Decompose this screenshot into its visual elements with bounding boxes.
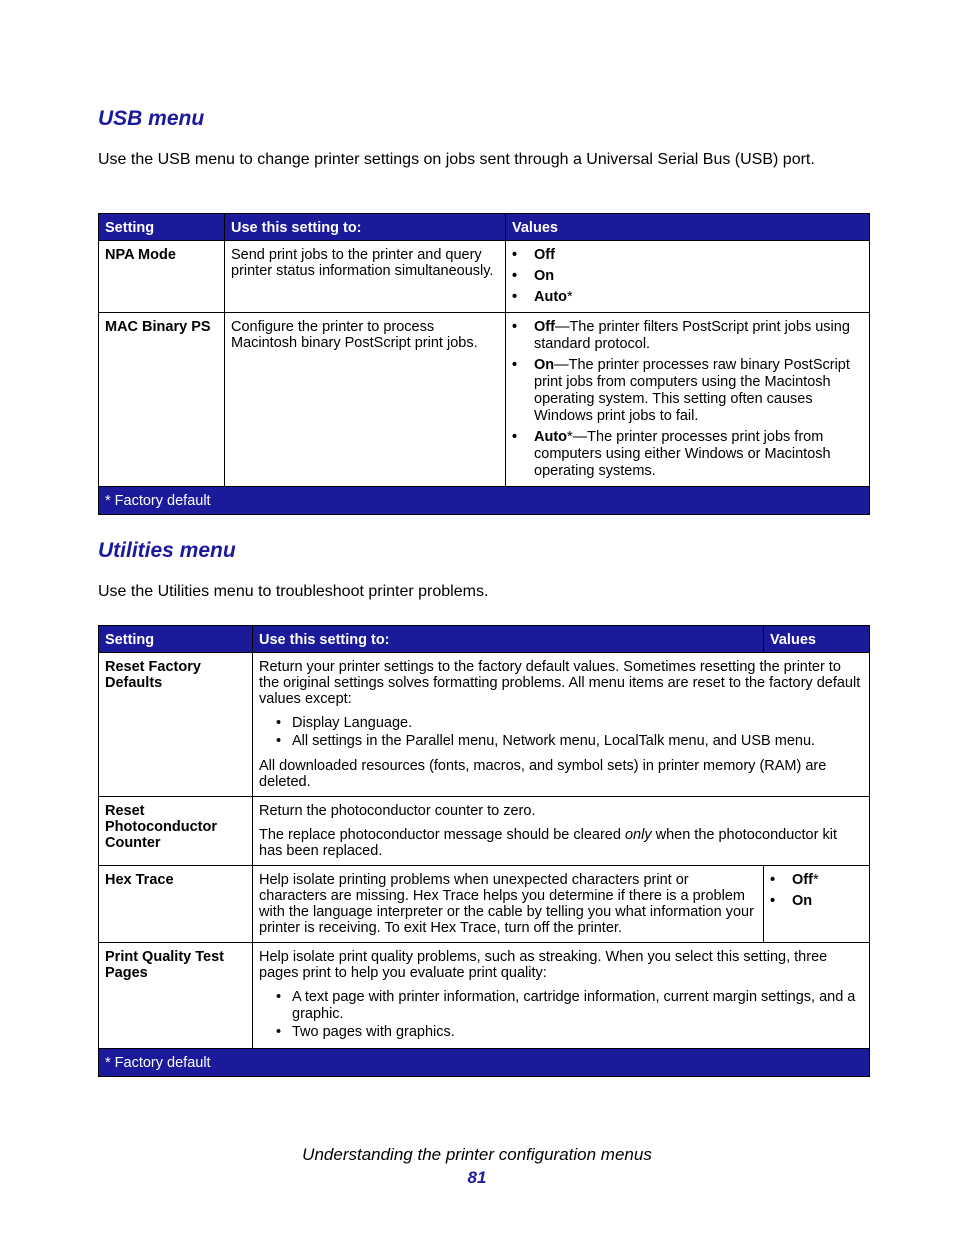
table-row bbox=[99, 653, 870, 797]
page-list bbox=[259, 989, 863, 1041]
list-item: • Two pages with graphics. bbox=[276, 1024, 455, 1040]
usb-menu-intro: Use the USB menu to change printer settings on jobs sent through a Universal Serial Bus (USB) port. bbox=[98, 151, 815, 168]
utilities-menu-heading: Utilities menu bbox=[98, 539, 236, 562]
list-item: • A text page with printer information, cartridge information, current margin settings, and a graphic. bbox=[276, 989, 856, 1022]
setting-description: Send print jobs to the printer and query printer status information simultaneously. bbox=[225, 241, 506, 313]
list-item: • Display Language. bbox=[276, 715, 413, 731]
value-item: • Auto*—The printer processes print jobs from computers using either Windows or Macintosh operating systems. bbox=[512, 429, 831, 479]
usb-menu-heading: USB menu bbox=[98, 107, 205, 130]
bullet-icon: • bbox=[512, 247, 518, 263]
table-row bbox=[99, 797, 870, 866]
value-item: • Off—The printer filters PostScript print jobs using standard protocol. bbox=[512, 319, 850, 352]
setting-description: Help isolate printing problems when unexpected characters print or characters are missing. Hex Trace helps you determine if there is a problem with the language interpreter or the cable by telling you what information your printer is receiving. To exit Hex Trace, turn off the printer. bbox=[253, 866, 764, 943]
bullet-icon: • bbox=[512, 319, 518, 335]
bullet-icon: • bbox=[770, 872, 776, 888]
utilities-menu-intro: Use the Utilities menu to troubleshoot printer problems. bbox=[98, 583, 489, 600]
bullet-icon: • bbox=[770, 893, 776, 909]
setting-name: MAC Binary PS bbox=[99, 313, 225, 487]
table-header-row bbox=[99, 214, 870, 241]
setting-name: Print Quality Test Pages bbox=[99, 943, 253, 1049]
table-row bbox=[99, 313, 870, 487]
bullet-icon: • bbox=[512, 268, 518, 284]
value-item: • On—The printer processes raw binary PostScript print jobs from computers using the Macintosh operating system. This setting often causes Windows print jobs to fail. bbox=[512, 357, 850, 424]
table-row bbox=[99, 866, 870, 943]
exception-list bbox=[259, 715, 863, 750]
setting-description: Help isolate print quality problems, such as streaking. When you select this setting, three pages print to help you evaluate print quality: • A text page with printer information, cartridge information, current margin settings, and a graphic. • Two pages with graphics. bbox=[253, 943, 870, 1049]
page-number: 81 bbox=[467, 1168, 487, 1187]
column-header: Values bbox=[764, 626, 870, 653]
list-item: • All settings in the Parallel menu, Network menu, LocalTalk menu, and USB menu. bbox=[276, 733, 816, 749]
bullet-icon: • bbox=[512, 289, 518, 305]
bullet-icon: • bbox=[512, 357, 518, 373]
setting-description: Return your printer settings to the factory default values. Sometimes resetting the printer to the original settings solves formatting problems. All menu items are reset to the factory default values except: • Display Language. • All settings in the Parallel menu, Network menu, LocalTalk menu, and USB menu. All downloaded resources (fonts, macros, and symbol sets) in printer memory (RAM) are deleted. bbox=[253, 653, 870, 797]
value-item: • On bbox=[512, 268, 555, 284]
footer-chapter-title: Understanding the printer configuration menus bbox=[302, 1145, 652, 1164]
column-header: Setting bbox=[99, 214, 225, 241]
table-footer-row bbox=[99, 1049, 870, 1077]
table-footer-row bbox=[99, 487, 870, 515]
bullet-icon: • bbox=[512, 429, 518, 445]
value-item: • On bbox=[770, 893, 813, 909]
value-item: • Off* bbox=[770, 872, 819, 888]
value-item: • Auto* bbox=[512, 289, 573, 305]
value-item: • Off bbox=[512, 247, 555, 263]
usb-menu-table bbox=[98, 213, 870, 515]
setting-description: Configure the printer to process Macintosh binary PostScript print jobs. bbox=[225, 313, 506, 487]
table-row bbox=[99, 943, 870, 1049]
utilities-menu-table bbox=[98, 625, 870, 1077]
setting-name: Reset Factory Defaults bbox=[99, 653, 253, 797]
setting-values bbox=[764, 866, 870, 943]
column-header: Use this setting to: bbox=[253, 626, 764, 653]
setting-name: NPA Mode bbox=[99, 241, 225, 313]
factory-default-note: * Factory default bbox=[99, 487, 870, 515]
table-row bbox=[99, 241, 870, 313]
setting-values bbox=[506, 313, 870, 487]
setting-name: Reset Photoconductor Counter bbox=[99, 797, 253, 866]
column-header: Setting bbox=[99, 626, 253, 653]
table-header-row bbox=[99, 626, 870, 653]
column-header: Values bbox=[506, 214, 870, 241]
factory-default-note: * Factory default bbox=[99, 1049, 870, 1077]
setting-name: Hex Trace bbox=[99, 866, 253, 943]
setting-values bbox=[506, 241, 870, 313]
column-header: Use this setting to: bbox=[225, 214, 506, 241]
setting-description: Return the photoconductor counter to zero. The replace photoconductor message should be cleared only when the photoconductor kit has been replaced. bbox=[253, 797, 870, 866]
